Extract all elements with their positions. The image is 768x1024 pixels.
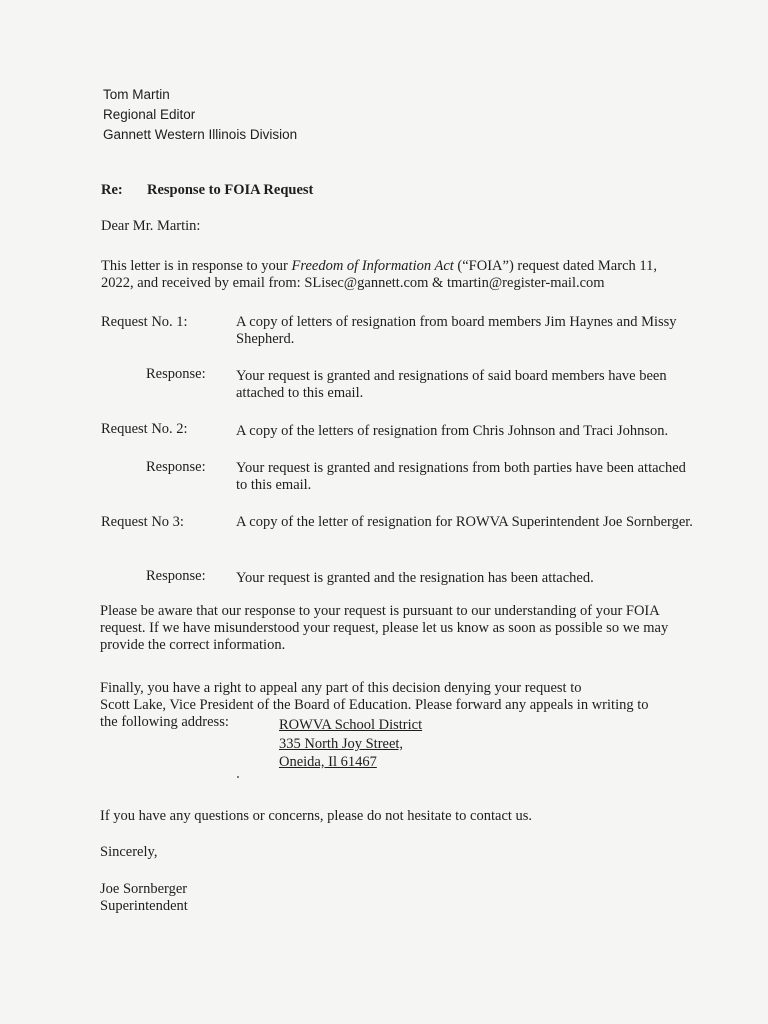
salutation: Dear Mr. Martin: [101,218,201,234]
response-1-label: Response: [146,366,206,382]
response-3-label: Response: [146,568,206,584]
recipient-name: Tom Martin [103,87,170,102]
request-2-label: Request No. 2: [101,421,188,437]
intro-paragraph [101,258,701,292]
signer-block [100,881,700,915]
response-1-text: Your request is granted and resignations of said board members have been attached to this email. [236,368,667,401]
response-2-label: Response: [146,459,206,475]
intro-act-name: Freedom of Information Act [291,258,454,274]
request-2-text: A copy of the letters of resignation from Chris Johnson and Traci Johnson. [236,423,669,439]
understanding-paragraph: Please be aware that our response to your request is pursuant to our understanding of your FOIA request. If we have misunderstood your request, please let us know as soon as possible so we may provide the correct information. [100,603,669,653]
closing-question: If you have any questions or concerns, please do not hesitate to contact us. [100,808,533,824]
recipient-title: Regional Editor [103,107,196,122]
recipient-block [103,85,297,145]
appeal-line-1: Finally, you have a right to appeal any part of this decision denying your request to [100,680,582,696]
request-3-label: Request No 3: [101,514,184,530]
address-line-1: ROWVA School District [279,717,423,733]
subject-line [101,182,313,199]
subject-text: Response to FOIA Request [147,182,314,198]
response-2-text: Your request is granted and resignations from both parties have been attached to this email. [236,460,686,493]
address-line-3: Oneida, Il 61467 [279,754,377,770]
sign-off: Sincerely, [100,844,158,860]
response-3-text: Your request is granted and the resignation has been attached. [236,570,594,586]
stray-mark [237,776,239,778]
intro-text-end: (“FOIA”) request dated March 11, [453,258,657,274]
signer-title: Superintendent [100,898,188,914]
appeal-line-3: the following address: [100,714,229,730]
intro-text-start: This letter is in response to your [101,258,292,274]
request-1-text: A copy of letters of resignation from board members Jim Haynes and Missy Shepherd. [236,314,677,347]
request-1-label: Request No. 1: [101,314,188,330]
subject-label: Re: [101,182,123,198]
appeal-line-2: Scott Lake, Vice President of the Board of Education. Please forward any appeals in writing to [100,697,649,713]
request-3-text: A copy of the letter of resignation for ROWVA Superintendent Joe Sornberger. [236,514,693,530]
address-line-2: 335 North Joy Street, [279,736,404,752]
signer-name: Joe Sornberger [100,881,188,897]
recipient-organization: Gannett Western Illinois Division [103,127,298,142]
intro-email-line: 2022, and received by email from: SLisec@gannett.com & tmartin@register-mail.com [101,275,605,291]
